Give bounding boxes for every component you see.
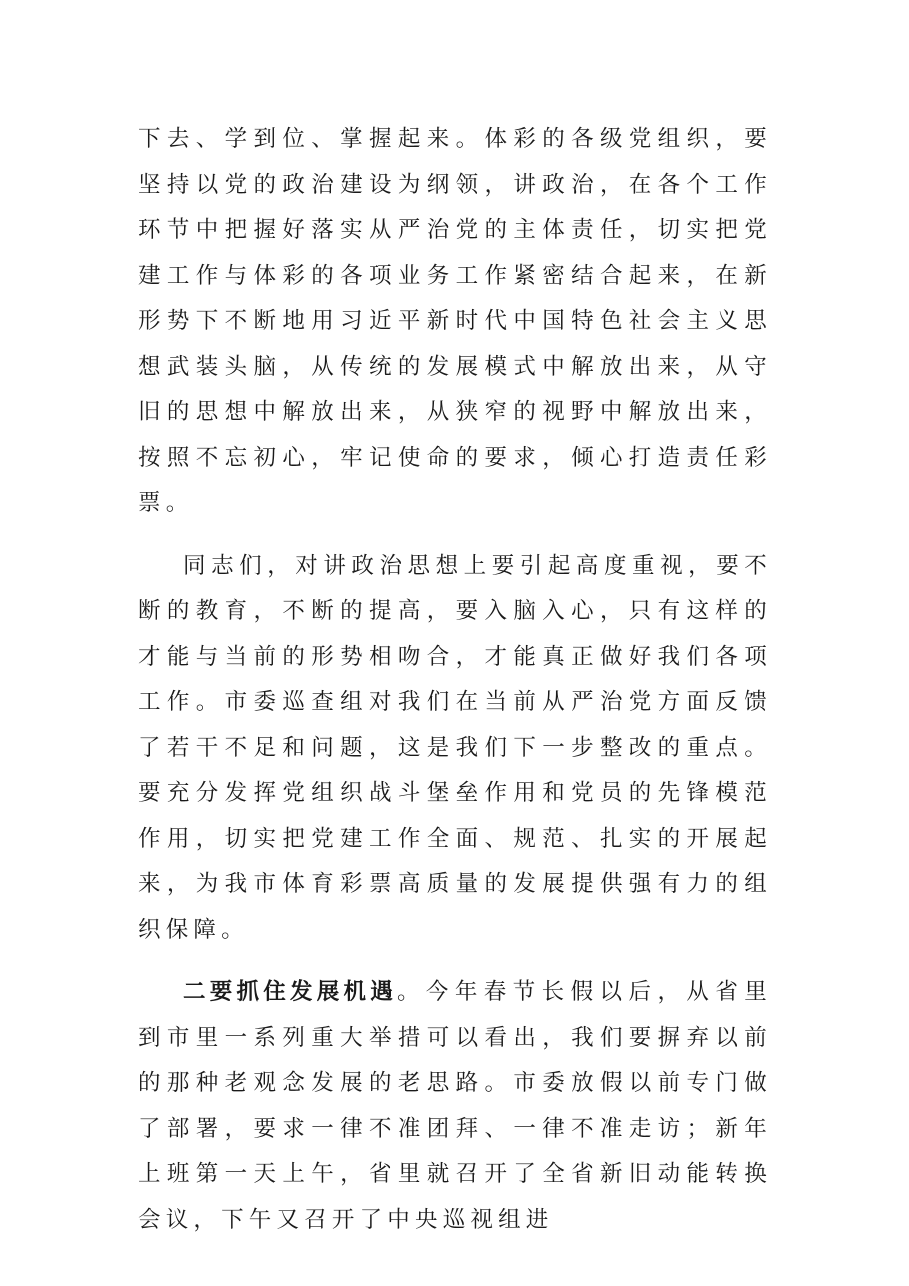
paragraph-1 [138, 117, 772, 527]
paragraph-2-text: 同志们，对讲政治思想上要引起高度重视，要不断的教育，不断的提高，要入脑入心，只有这样的才能与当前的形势相吻合，才能真正做好我们各项工作。市委巡查组对我们在当前从严治党方面反馈了若干不足和问题，这是我们下一步整改的重点。要充分发挥党组织战斗堡垒作用和党员的先锋模范作用，切实把党建工作全面、规范、扎实的开展起来，为我市体育彩票高质量的发展提供强有力的组织保障。 [138, 552, 772, 943]
section-heading-lead: 二要抓住发展机遇 [183, 979, 397, 1005]
paragraph-1-text: 下去、学到位、掌握起来。体彩的各级党组织，要坚持以党的政治建设为纲领，讲政治，在各个工作环节中把握好落实从严治党的主体责任，切实把党建工作与体彩的各项业务工作紧密结合起来，在新形势下不断地用习近平新时代中国特色社会主义思想武装头脑，从传统的发展模式中解放出来，从守旧的思想中解放出来，从狭窄的视野中解放出来，按照不忘初心，牢记使命的要求，倾心打造责任彩票。 [138, 126, 772, 516]
paragraph-3-text: 。今年春节长假以后，从省里到市里一系列重大举措可以看出，我们要摒弃以前的那种老观念发展的老思路。市委放假以前专门做了部署，要求一律不准团拜、一律不准走访；新年上班第一天上午，省里就召开了全省新旧动能转换会议，下午又召开了中央巡视组进 [138, 979, 772, 1233]
paragraph-3 [138, 970, 772, 1243]
document-body [138, 117, 772, 1243]
paragraph-2 [138, 544, 772, 954]
